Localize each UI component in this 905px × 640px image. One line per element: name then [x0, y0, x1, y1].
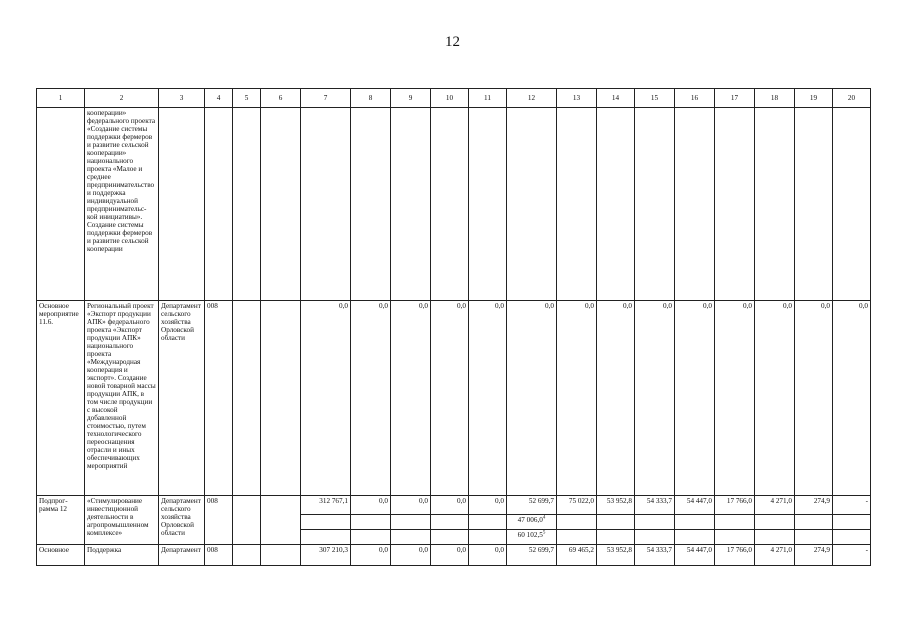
value-cell: 0,0 [391, 301, 431, 496]
value-cell: 54 447,0 [675, 496, 715, 515]
value-cell: 0,0 [351, 496, 391, 515]
column-header: 11 [469, 89, 507, 108]
value-cell: - [833, 545, 871, 566]
value-cell: 53 952,8 [597, 545, 635, 566]
cell-description: кооперации» федерального проекта «Создание системы поддержки фермеров и развитие сельской кооперации» национального проекта «Малое и среднее предпринимательство и поддержка индивидуальной предпринимательс-кой инициативы». Создание системы поддержки фермеров и развитие сельской кооперации [85, 108, 159, 301]
column-header: 4 [205, 89, 233, 108]
column-header: 7 [301, 89, 351, 108]
column-header: 18 [755, 89, 795, 108]
value-cell: 4 271,0 [755, 496, 795, 515]
column-header: 3 [159, 89, 205, 108]
value-cell: 0,0 [351, 301, 391, 496]
value-cell: 0,0 [351, 545, 391, 566]
table-row [37, 545, 871, 566]
header-row [37, 89, 871, 108]
value-cell: 0,0 [469, 301, 507, 496]
value-cell: 307 210,3 [301, 545, 351, 566]
footnote-value: 60 102,5 [517, 531, 543, 539]
column-header: 13 [557, 89, 597, 108]
value-cell: 0,0 [469, 496, 507, 515]
value-cell: 0,0 [391, 545, 431, 566]
column-header: 20 [833, 89, 871, 108]
value-cell-footnoted [507, 515, 557, 530]
value-cell: 4 271,0 [755, 545, 795, 566]
value-cell: 52 699,7 [507, 545, 557, 566]
value-cell: 0,0 [715, 301, 755, 496]
cell-code: 008 [205, 545, 233, 566]
value-cell: 17 766,0 [715, 545, 755, 566]
cell-label [37, 108, 85, 301]
value-cell: 0,0 [301, 301, 351, 496]
column-header: 9 [391, 89, 431, 108]
value-cell: 0,0 [431, 301, 469, 496]
cell-label: Основное [37, 545, 85, 566]
cell-description: Поддержка [85, 545, 159, 566]
cell-executor: Департамент [159, 545, 205, 566]
cell-executor: Департамент сельского хозяйства Орловской области [159, 496, 205, 545]
value-cell-footnoted [507, 530, 557, 545]
cell-executor [159, 108, 205, 301]
cell-code [205, 108, 233, 301]
value-cell: 52 699,7 [507, 496, 557, 515]
cell-label: Подпрог-рамма 12 [37, 496, 85, 545]
value-cell: 69 465,2 [557, 545, 597, 566]
value-cell: 0,0 [557, 301, 597, 496]
value-cell: 75 022,0 [557, 496, 597, 515]
value-cell: 0,0 [431, 496, 469, 515]
column-header: 1 [37, 89, 85, 108]
column-header: 14 [597, 89, 635, 108]
value-cell: 0,0 [795, 301, 833, 496]
column-header: 8 [351, 89, 391, 108]
value-cell: 0,0 [833, 301, 871, 496]
value-cell: 274,9 [795, 545, 833, 566]
column-header: 10 [431, 89, 469, 108]
column-header: 6 [261, 89, 301, 108]
value-cell: 54 447,0 [675, 545, 715, 566]
table-row [37, 496, 871, 515]
cell-description: «Стимулирование инвестиционной деятельности в агропромышленном комплексе» [85, 496, 159, 545]
table-row [37, 301, 871, 496]
value-cell: 53 952,8 [597, 496, 635, 515]
value-cell: 274,9 [795, 496, 833, 515]
page-number: 12 [445, 34, 460, 50]
value-cell: 0,0 [635, 301, 675, 496]
value-cell: 0,0 [675, 301, 715, 496]
value-cell: 0,0 [597, 301, 635, 496]
cell-label: Основное мероприятие 11.6. [37, 301, 85, 496]
cell-executor: Департамент сельского хозяйства Орловской области [159, 301, 205, 496]
table-row [37, 108, 871, 301]
value-cell: 17 766,0 [715, 496, 755, 515]
footnote-mark: 5 [542, 530, 546, 536]
column-header: 12 [507, 89, 557, 108]
cell-code: 008 [205, 496, 233, 545]
value-cell: 54 333,7 [635, 496, 675, 515]
value-cell: 0,0 [507, 301, 557, 496]
column-header: 16 [675, 89, 715, 108]
value-cell: 312 767,1 [301, 496, 351, 515]
cell-code: 008 [205, 301, 233, 496]
value-cell: 0,0 [755, 301, 795, 496]
cell-description: Региональный проект «Экспорт продукции АПК» федерального проекта «Экспорт продукции АПК» национального проекта «Международная кооперация и экспорт». Создание новой товарной массы продукции АПК, в том числе продукции с высокой добавленной стоимостью, путем технологического переоснащения отрасли и иных обеспечивающих мероприятий [85, 301, 159, 496]
value-cell: 54 333,7 [635, 545, 675, 566]
column-header: 15 [635, 89, 675, 108]
column-header: 17 [715, 89, 755, 108]
value-cell: - [833, 496, 871, 515]
column-header: 2 [85, 89, 159, 108]
value-cell: 0,0 [469, 545, 507, 566]
budget-table [36, 88, 871, 566]
value-cell: 0,0 [431, 545, 469, 566]
column-header: 5 [233, 89, 261, 108]
column-header: 19 [795, 89, 833, 108]
value-cell: 0,0 [391, 496, 431, 515]
footnote-mark: 4 [542, 515, 546, 521]
footnote-value: 47 006,0 [517, 516, 543, 524]
